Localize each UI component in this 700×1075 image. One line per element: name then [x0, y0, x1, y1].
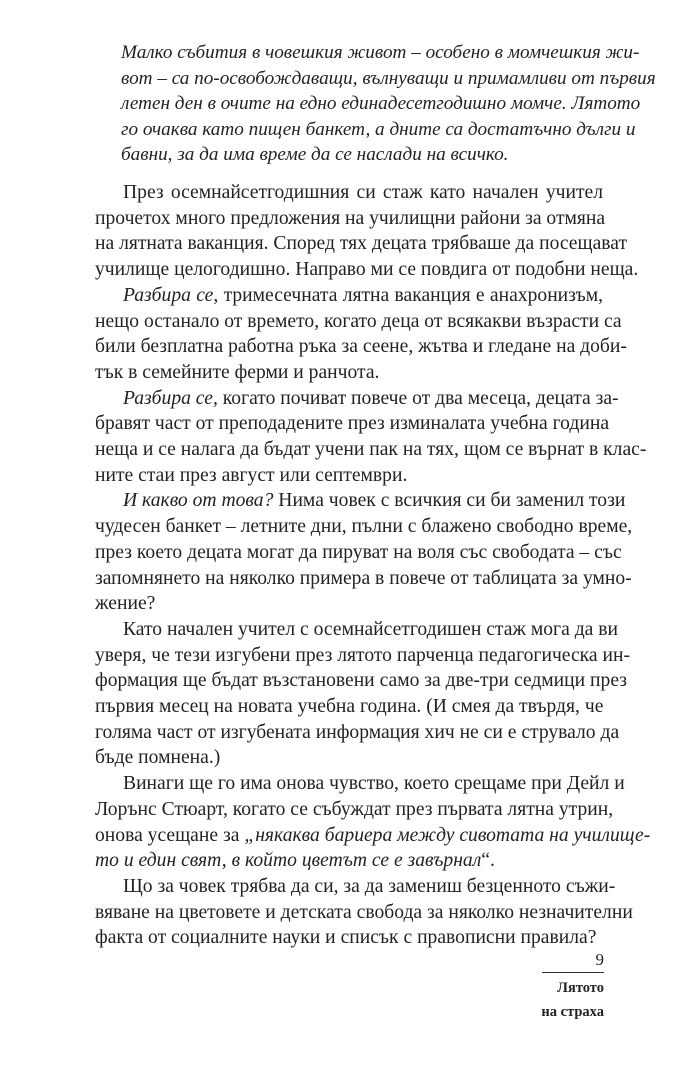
epigraph-line: го очаква като пищен банкет, а дните са достатъчно дълги и [121, 118, 636, 140]
text-line: на лятната ваканция. Според тях децата трябваше да посещават [95, 233, 628, 255]
text-line: вяване на цветовете и детската свобода за няколко незначителни [95, 901, 633, 923]
text-line: през което децата могат да пируват на воля със свободата – със [95, 541, 622, 563]
epigraph-line: летен ден в очите на едно единадесетгодишно момче. Лятото [121, 93, 641, 114]
text-line: уверя, че тези изгубени през лятото парченца педагогическа ин- [95, 644, 630, 666]
running-title-line: Лятото [557, 980, 604, 996]
text-line: жение? [95, 593, 156, 615]
text-line: нещо останало от времето, когато деца от всякакви възрасти са [95, 310, 622, 332]
epigraph-line: бавни, за да има време да се наслади на всичко. [121, 144, 509, 165]
text-line: И какво от това? Нима човек с всичкия си би заменил този [123, 490, 626, 512]
italic-lead: Разбира се, [123, 284, 219, 306]
text-line: тък в семейните ферми и ранчота. [95, 361, 380, 383]
text-line: факта от социалните науки и списък с правописни правила? [95, 927, 597, 949]
text-line: формация ще бъдат възстановени само за две-три седмици през [95, 670, 627, 692]
body-text [95, 180, 651, 951]
text-line: неща и се налага да бъдат учени пак на тях, щом се върнат в клас- [95, 439, 647, 461]
epigraph-line: Малко събития в човешкия живот – особено в момчешкия жи- [121, 42, 640, 63]
text-line: голяма част от изгубената информация хич не си е струвало да [95, 721, 620, 743]
text-line: Лорънс Стюарт, когато се събуждат през първата лятна утрин, [95, 798, 614, 820]
text-line: бравят част от преподадените през изминалата учебна година [95, 413, 610, 435]
text-line: Като начален учител с осемнайсетгодишен стаж мога да ви [123, 618, 618, 640]
text-line: чудесен банкет – летните дни, пълни с блажено свободно време, [95, 516, 633, 538]
footer-rule [542, 972, 604, 973]
text-line: Що за човек трябва да си, за да замениш безценното съжи- [123, 875, 616, 897]
epigraph [121, 40, 656, 168]
text-line: онова усещане за „някаква бариера между сивотата на училище- [95, 824, 651, 846]
epigraph-line: вот – са по-освобождаващи, вълнуващи и примамливи от първия [121, 67, 656, 89]
text-line: ните стаи през август или септември. [95, 464, 408, 486]
text-line: училище целогодишно. Направо ми се повдига от подобни неща. [95, 259, 639, 281]
text-line: то и един свят, в който цветът се е завърнал“. [95, 850, 495, 872]
running-title-line: на страха [541, 1004, 604, 1020]
text-line: Разбира се, когато почиват повече от два месеца, децата за- [123, 387, 619, 409]
text-line: През осемнайсетгодишния си стаж като начален учител [123, 182, 603, 203]
italic-lead: И какво от това? [123, 490, 274, 512]
text-line: Разбира се, тримесечната лятна ваканция е анахронизъм, [123, 284, 603, 306]
text-line: прочетох много предложения на училищни райони за отмяна [95, 207, 606, 229]
text-line: запомнянето на няколко примера в повече от таблицата за умно- [95, 567, 632, 589]
text-line: първия месец на новата учебна година. (И смея да твърдя, че [95, 696, 604, 718]
italic-lead: Разбира се, [123, 387, 218, 409]
italic-quote: „някаква бариера между сивотата на училище- [244, 824, 651, 846]
running-title [520, 976, 604, 1024]
italic-quote: то и един свят, в който цветът се е завърнал [95, 850, 482, 872]
page-number: 9 [595, 950, 604, 969]
text-line: били безплатна работна ръка за сеене, жътва и гледане на доби- [95, 336, 627, 358]
text-line: бъде помнена.) [95, 747, 221, 769]
text-line: Винаги ще го има онова чувство, което срещаме при Дейл и [123, 773, 625, 795]
